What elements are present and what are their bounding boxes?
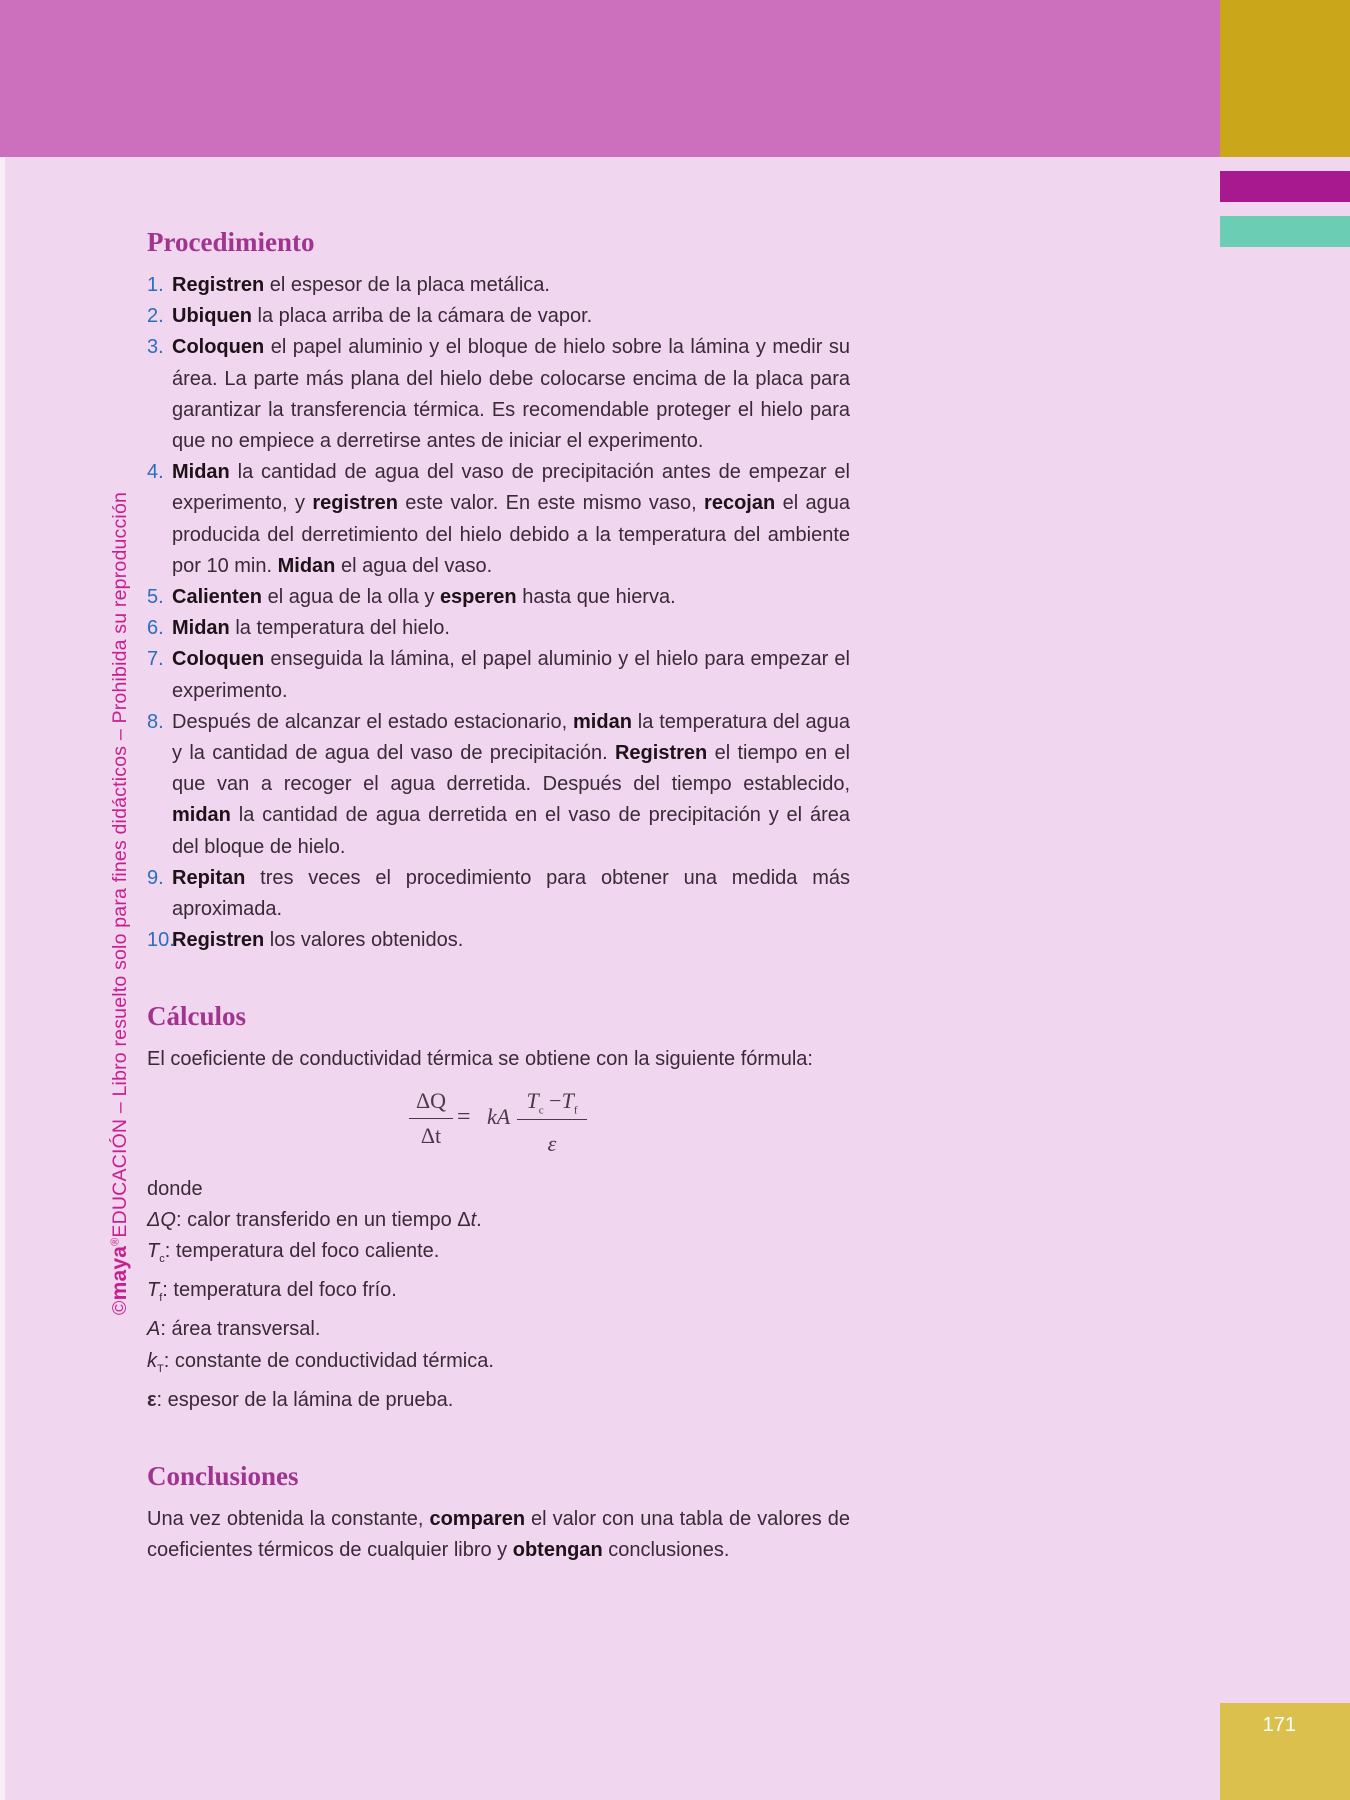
formula-equals: = [457,1103,471,1130]
formula-rhs [517,1084,587,1161]
step-number: 7. [147,648,164,671]
section-title-procedimiento: Procedimiento [147,227,315,257]
copyright-sidebar [108,492,132,1315]
bold-verb: Coloquen [172,648,265,671]
thermal-formula [147,1084,850,1158]
procedure-step-9: 9. Repitan tres veces el procedimiento para obtener una medida más aproximada. [147,863,850,925]
bold-verb: Coloquen [172,336,265,359]
page-left-edge [0,157,5,1800]
bold-verb: Midan [172,617,230,640]
step-number: 10. [147,929,175,952]
conclusion-text: Una vez obtenida la constante, comparen el valor con una tabla de valores de coeficientes térmicos de cualquier libro y obtengan conclusiones. [147,1508,850,1562]
formula-rhs-numerator: $T_c -T_f$ [526,1087,578,1117]
step-number: 2. [147,305,164,328]
bold-verb: recojan [704,492,776,515]
formula-lhs-denominator: Δt [409,1118,453,1153]
procedure-steps [147,270,850,956]
section-tab-teal [1220,216,1350,247]
procedure-step-7: 7. Coloquen enseguida la lámina, el papel aluminio y el hielo para empezar el experimento. [147,644,850,706]
bold-verb: Calienten [172,586,263,609]
step-number: 1. [147,274,164,296]
procedure-step-6: 6. Midan la temperatura del hielo. [147,613,850,644]
page-content [147,222,850,1567]
bold-verb: Repitan [172,866,246,889]
donde-label: donde [147,1177,203,1200]
procedure-step-2: 2. Ubiquen la placa arriba de la cámara de vapor. [147,301,850,332]
procedure-step-10: 10. Registren los valores obtenidos. [147,925,850,956]
bold-verb: obtengan [512,1539,603,1562]
variable-definitions [147,1174,850,1416]
copyright-symbol: © [109,1300,131,1315]
formula-factor: kA [487,1103,511,1129]
step-number: 4. [147,461,164,484]
definition-3: $T_f$: temperatura del foco frío. [147,1279,397,1305]
step-number: 5. [147,586,164,609]
formula-rhs-bar [517,1119,587,1120]
procedure-step-5: 5. Calienten el agua de la olla y esperen hasta que hierva. [147,582,850,613]
step-number: 8. [147,710,164,733]
brand-name: maya [108,1245,131,1301]
bold-verb: esperen [439,586,517,609]
formula-rhs-denominator: ε [547,1131,557,1157]
corner-block [1220,0,1350,157]
section-title-calculos: Cálculos [147,1001,247,1032]
bold-verb: comparen [429,1508,526,1531]
section-tab-magenta [1220,171,1350,202]
bold-verb: registren [312,492,398,515]
bold-verb: Registren [614,742,708,765]
step-number: 9. [147,866,164,889]
definition-5: $k_T$: constante de conductividad térmica. [147,1349,494,1375]
definition-4: A: área transversal. [147,1318,321,1341]
definition-2: $T_c$: temperatura del foco caliente. [147,1240,440,1266]
page-number: 171 [1262,1714,1296,1736]
procedure-step-4: 4. Midan la cantidad de agua del vaso de precipitación antes de empezar el experimento, y registren este valor. En este mismo vaso, recojan el agua producida del derretimiento del hielo debido a la temperatura del ambiente por 10 min. Midan el agua del vaso. [147,457,850,582]
definition-1: ΔQ: calor transferido en un tiempo Δt. [147,1208,482,1231]
bold-verb: Midan [172,461,230,484]
definition-6: ε: espesor de la lámina de prueba. [147,1388,454,1411]
copyright-text: EDUCACIÓN – Libro resuelto solo para fines didácticos – Prohibida su reproducción [109,491,131,1238]
bold-verb: Midan [277,554,336,577]
bold-verb: Registren [172,274,265,296]
step-number: 6. [147,617,164,640]
procedure-step-1: 1. Registren el espesor de la placa metálica. [147,270,850,301]
bold-verb: Registren [172,929,265,952]
formula-lhs-numerator: ΔQ [415,1087,447,1113]
bold-verb: midan [172,804,231,827]
bold-verb: midan [573,710,632,733]
registered-mark: ® [109,1237,122,1246]
bold-verb: Ubiquen [172,305,252,328]
procedure-step-8: 8. Después de alcanzar el estado estacionario, midan la temperatura del agua y la cantidad de agua del vaso de precipitación. Registren el tiempo en el que van a recoger el agua derretida. Después del tiempo establecido, midan la cantidad de agua derretida en el vaso de precipitación y el área del bloque de hielo. [147,707,850,863]
header-band [0,0,1220,157]
procedure-step-3: 3. Coloquen el papel aluminio y el bloque de hielo sobre la lámina y medir su área. La parte más plana del hielo debe colocarse encima de la placa para garantizar la transferencia térmica. Es recomendable proteger el hielo para que no empiece a derretirse antes de iniciar el experimento. [147,332,850,457]
step-number: 3. [147,336,164,359]
section-title-conclusiones: Conclusiones [147,1461,299,1492]
calculos-intro: El coeficiente de conductividad térmica se obtiene con la siguiente fórmula: [147,1048,813,1071]
formula-lhs [409,1084,453,1153]
